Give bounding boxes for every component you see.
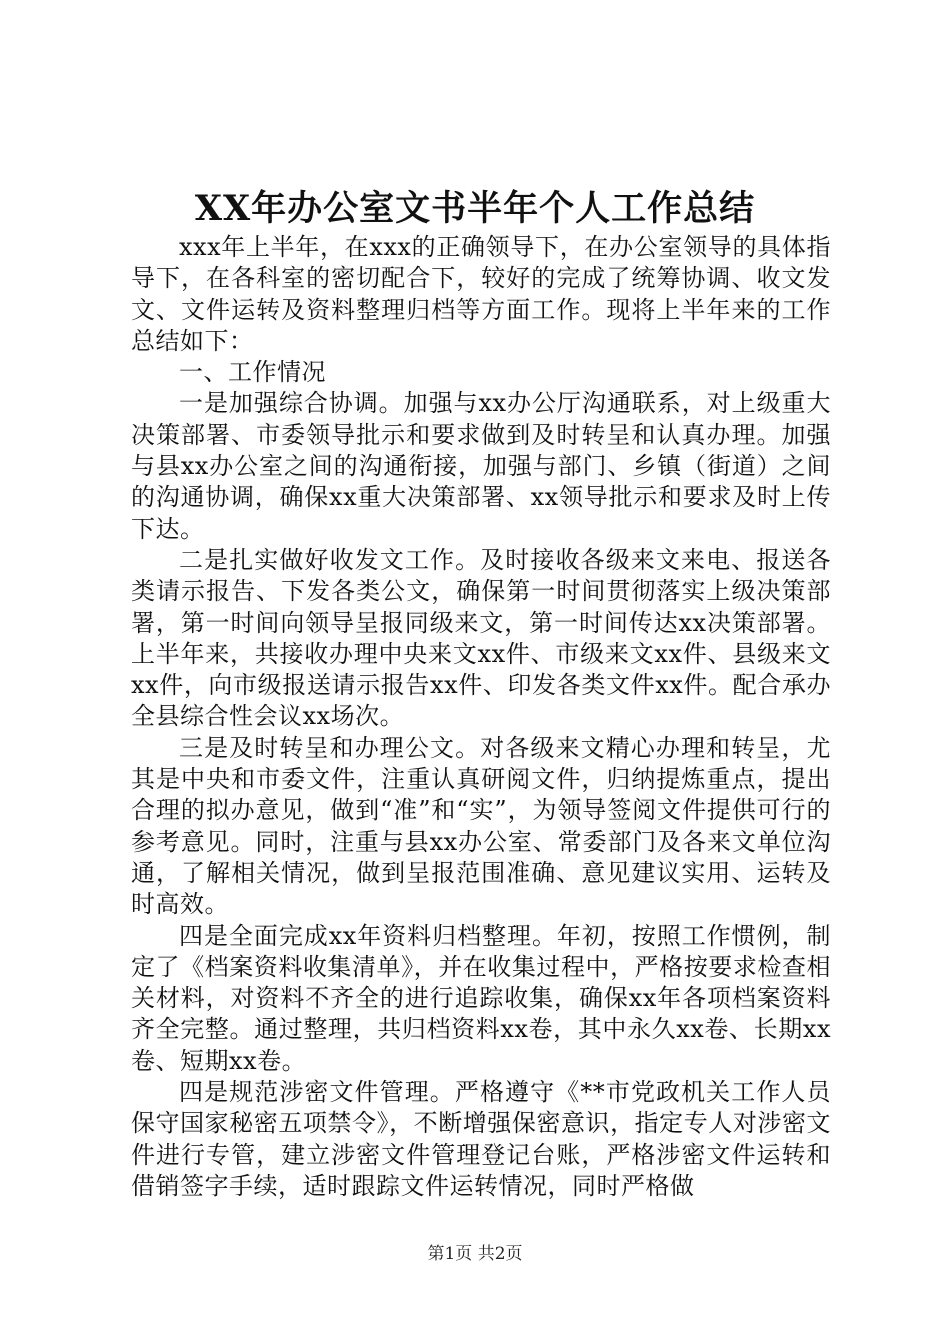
paragraph-archiving: 四是全面完成xx年资料归档整理。年初，按照工作惯例，制定了《档案资料收集清单》，并在收集过程中，严格按要求检查相关材料，对资料不齐全的进行追踪收集，确保xx年各项档案资料齐全完整。通过整理，共归档资料xx卷，其中永久xx卷、长期xx卷、短期xx卷。 (131, 921, 831, 1075)
paragraph-confidential-management: 四是规范涉密文件管理。严格遵守《**市党政机关工作人员保守国家秘密五项禁令》，不断增强保密意识，指定专人对涉密文件进行专管，建立涉密文件管理登记台账，严格涉密文件运转和借销签字手续，适时跟踪文件运转情况，同时严格做 (131, 1078, 831, 1200)
paragraph-document-processing: 三是及时转呈和办理公文。对各级来文精心办理和转呈，尤其是中央和市委文件，注重认真研阅文件，归纳提炼重点，提出合理的拟办意见，做到“准”和“实”，为领导签阅文件提供可行的参考意见。同时，注重与县xx办公室、常委部门及各来文单位沟通，了解相关情况，做到呈报范围准确、意见建议实用、运转及时高效。 (131, 733, 831, 919)
paragraph-document-handling: 二是扎实做好收发文工作。及时接收各级来文来电、报送各类请示报告、下发各类公文，确保第一时间贯彻落实上级决策部署，第一时间向领导呈报同级来文，第一时间传达xx决策部署。上半年来，共接收办理中央来文xx件、市级来文xx件、县级来文xx件，向市级报送请示报告xx件、印发各类文件xx件。配合承办全县综合性会议xx场次。 (131, 545, 831, 731)
page-number: 第1页 共2页 (427, 1244, 523, 1264)
paragraph-intro: xxx年上半年，在xxx的正确领导下，在办公室领导的具体指导下，在各科室的密切配合下，较好的完成了统筹协调、收文发文、文件运转及资料整理归档等方面工作。现将上半年来的工作总结如下： (131, 233, 831, 355)
page-title: XX年办公室文书半年个人工作总结 (194, 188, 756, 229)
paragraph-coordination: 一是加强综合协调。加强与xx办公厅沟通联系，对上级重大决策部署、市委领导批示和要求做到及时转呈和认真办理。加强与县xx办公室之间的沟通衔接，加强与部门、乡镇（街道）之间的沟通协调，确保xx重大决策部署、xx领导批示和要求及时上传下达。 (131, 389, 831, 543)
document-body (131, 232, 831, 1202)
section-heading-work-situation: 一、工作情况 (179, 358, 326, 387)
